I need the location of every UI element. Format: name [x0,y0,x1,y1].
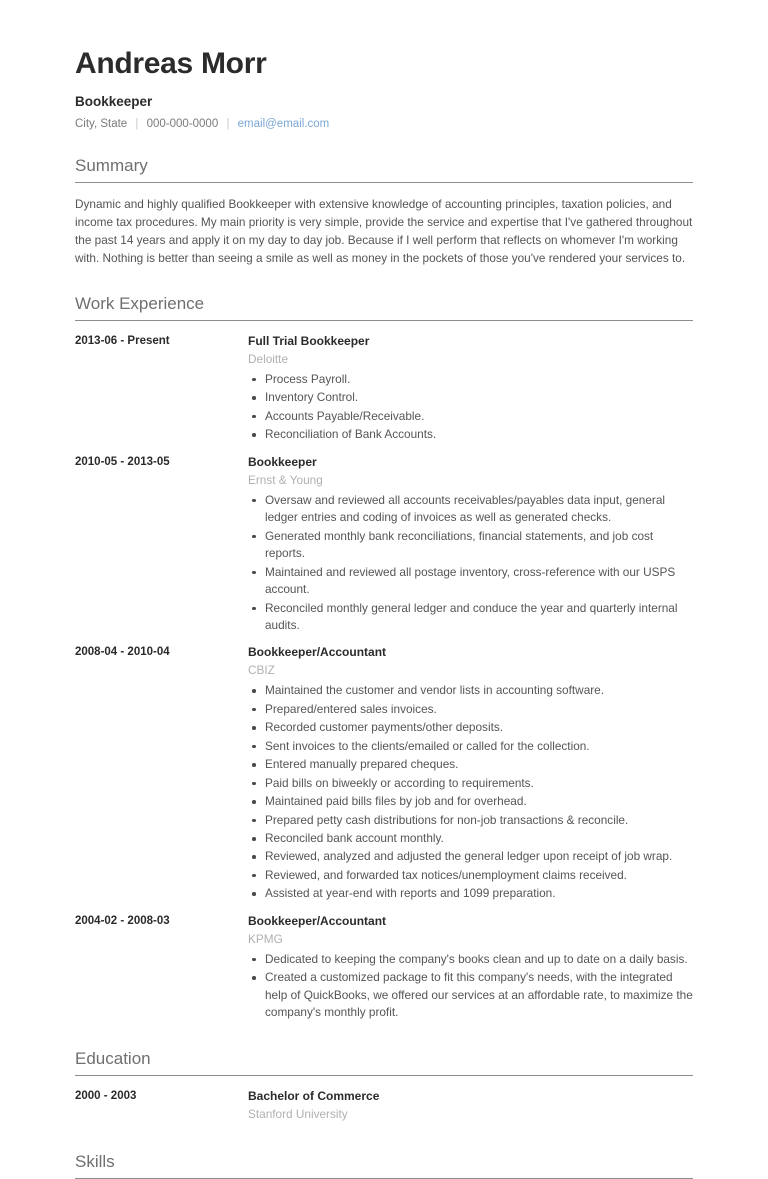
contact-separator-2: | [226,117,230,130]
work-entry-dates: 2010-05 - 2013-05 [75,455,170,468]
work-entry-bullet: Reconciled bank account monthly. [248,830,693,847]
education-entry-title: Bachelor of Commerce [248,1089,380,1104]
summary-text: Dynamic and highly qualified Bookkeeper with extensive knowledge of accounting principles, taxation policies, and income tax procedures. My main priority is very simple, provide the service and expertise that I've gathered throughout the past 14 years and apply it on my day to day job. Because if I well perform that reflects on whomever I'm working with. Nothing is better than seeing a smile as well as money in the pockets of those you've rendered your services to. [75,196,693,265]
work-entry-bullet: Paid bills on biweekly or according to requirements. [248,775,693,792]
work-entry-bullet: Recorded customer payments/other deposits. [248,719,693,736]
work-entry-bullet: Reviewed, and forwarded tax notices/unemployment claims received. [248,867,693,884]
section-title-education: Education [75,1048,151,1068]
work-entry-dates: 2008-04 - 2010-04 [75,646,170,659]
contact-line [75,118,693,130]
work-entry-bullet: Dedicated to keeping the company's books clean and up to date on a daily basis. [248,951,693,968]
section-title-summary: Summary [75,155,148,175]
work-entry-organization: Ernst & Young [248,472,323,487]
work-entry-title: Bookkeeper/Accountant [248,913,387,928]
candidate-job-title: Bookkeeper [75,93,153,109]
section-title-skills: Skills [75,1152,115,1172]
work-entry-bullet: Prepared/entered sales invoices. [248,701,693,718]
work-entry-bullet: Generated monthly bank reconciliations, financial statements, and job cost reports. [248,528,693,563]
education-entry-main [248,1089,693,1126]
work-entry-bullet: Reconciled monthly general ledger and conduce the year and quarterly internal audits. [248,600,693,635]
section-work-experience [75,294,693,1023]
work-entry-bullet: Reconciliation of Bank Accounts. [248,426,693,443]
work-entry-title: Bookkeeper/Accountant [248,645,387,660]
work-entry-title: Bookkeeper [248,454,317,469]
section-education [75,1049,693,1126]
work-entry-organization: Deloitte [248,351,288,366]
work-entry [75,334,693,445]
work-entry-bullet: Prepared petty cash distributions for non-job transactions & reconcile. [248,812,693,829]
work-entry-main [248,645,693,903]
work-entry-main [248,334,693,445]
education-entry [75,1089,693,1126]
work-entry-bullet: Maintained paid bills files by job and for overhead. [248,793,693,810]
work-entry-bullet: Inventory Control. [248,389,693,406]
work-entry-bullet: Oversaw and reviewed all accounts receivables/payables data input, general ledger entries and coding of invoices as well as generated checks. [248,492,693,527]
education-entry-dates: 2000 - 2003 [75,1090,137,1103]
work-entry [75,455,693,636]
contact-phone: 000-000-0000 [146,117,219,130]
education-entry-organization: Stanford University [248,1107,348,1122]
summary-body [75,183,693,268]
work-entry-bullet-list [248,492,693,635]
contact-email-link[interactable]: email@email.com [237,117,330,130]
work-experience-entries [75,321,693,1023]
resume-header [75,48,693,130]
work-entry-bullet-list [248,951,693,1022]
work-entry-main [248,914,693,1023]
work-entry [75,914,693,1023]
section-summary [75,156,693,268]
work-entry-bullet: Accounts Payable/Receivable. [248,408,693,425]
contact-separator-1: | [135,117,139,130]
work-entry-organization: KPMG [248,931,283,946]
education-entries [75,1076,693,1126]
work-entry-dates: 2013-06 - Present [75,334,170,347]
work-entry [75,645,693,903]
work-entry-bullet: Process Payroll. [248,371,693,388]
contact-location: City, State [75,117,128,130]
work-entry-bullet: Maintained and reviewed all postage inventory, cross-reference with our USPS account. [248,564,693,599]
work-entry-bullet: Maintained the customer and vendor lists in accounting software. [248,682,693,699]
candidate-name: Andreas Morr [75,47,267,80]
work-entry-bullet: Entered manually prepared cheques. [248,756,693,773]
work-entry-main [248,455,693,636]
work-entry-bullet: Sent invoices to the clients/emailed or called for the collection. [248,738,693,755]
section-title-work-experience: Work Experience [75,293,205,313]
work-entry-title: Full Trial Bookkeeper [248,333,370,348]
section-skills [75,1152,693,1179]
work-entry-bullet-list [248,682,693,902]
work-entry-bullet: Created a customized package to fit this company's needs, with the integrated help of QuickBooks, we offered our services at an affordable rate, to maximize the company's monthly profit. [248,969,693,1021]
work-entry-organization: CBIZ [248,663,275,678]
work-entry-bullet: Assisted at year-end with reports and 1099 preparation. [248,885,693,902]
work-entry-dates: 2004-02 - 2008-03 [75,914,170,927]
work-entry-bullet-list [248,371,693,444]
work-entry-bullet: Reviewed, analyzed and adjusted the general ledger upon receipt of job wrap. [248,848,693,865]
